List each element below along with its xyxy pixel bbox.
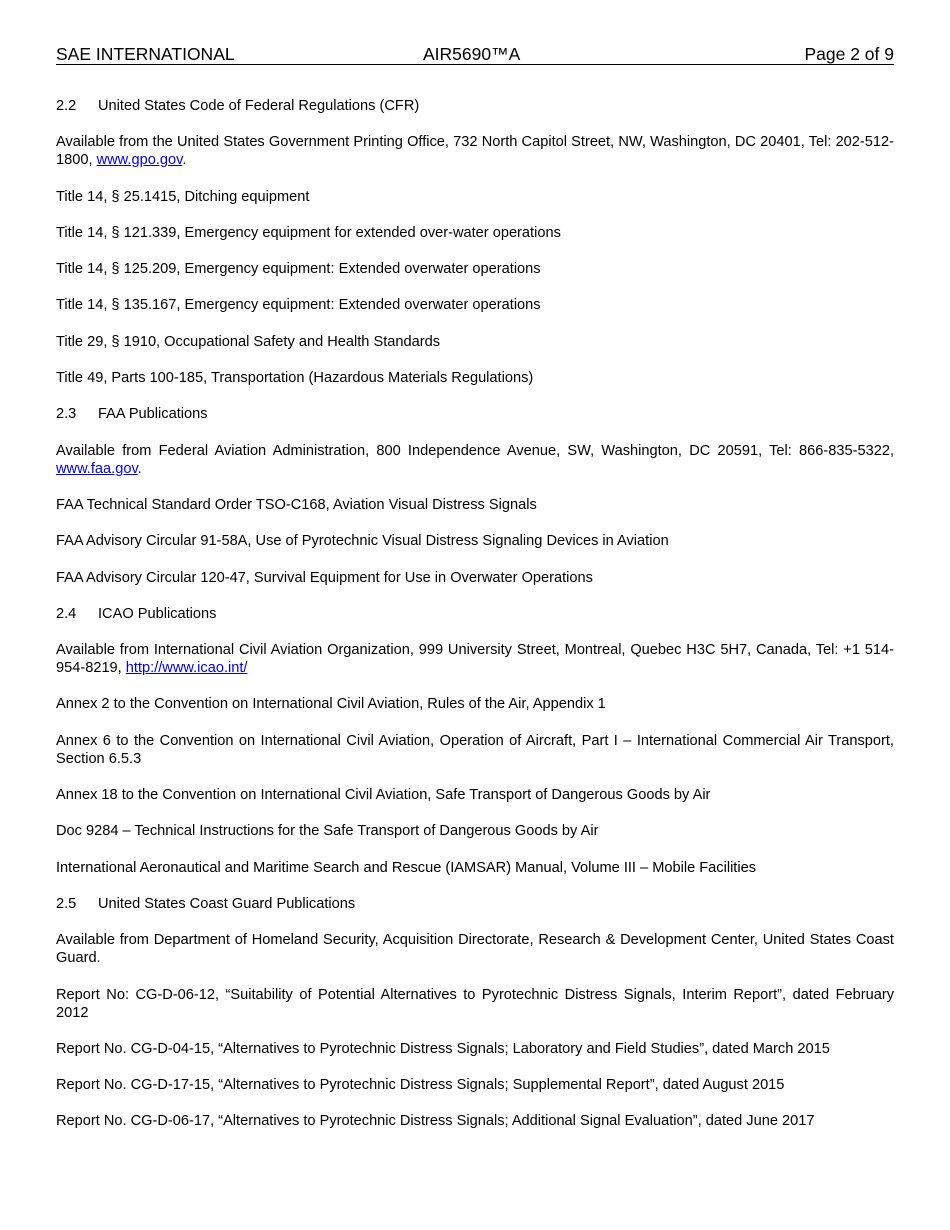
reference-item: Title 49, Parts 100-185, Transportation (Hazardous Materials Regulations) — [56, 370, 534, 387]
icao-link[interactable]: http://www.icao.int/ — [125, 660, 248, 677]
section-number: 2.5 — [56, 895, 77, 912]
reference-item: Title 29, § 1910, Occupational Safety and Health Standards — [56, 333, 441, 350]
reference-item: Title 14, § 135.167, Emergency equipment: Extended overwater operations — [56, 297, 541, 314]
reference-item: Report No: CG-D-06-12, “Suitability of Potential Alternatives to Pyrotechnic Distress Signals, Interim Report”, dated February 2012 — [56, 986, 894, 1021]
section-heading-2-2 — [56, 97, 894, 115]
section-title: United States Coast Guard Publications — [98, 895, 356, 912]
reference-item: Title 14, § 125.209, Emergency equipment: Extended overwater operations — [56, 261, 541, 278]
header-page-number: Page 2 of 9 — [804, 44, 894, 64]
availability-paragraph — [56, 641, 894, 677]
reference-item: FAA Advisory Circular 120-47, Survival Equipment for Use in Overwater Operations — [56, 569, 593, 586]
reference-item: International Aeronautical and Maritime Search and Rescue (IAMSAR) Manual, Volume III – Mobile Facilities — [56, 859, 757, 876]
section-heading-2-5 — [56, 895, 894, 913]
section-heading-2-3 — [56, 405, 894, 423]
section-heading-2-4 — [56, 605, 894, 623]
availability-text: Available from the United States Government Printing Office, 732 North Capitol Street, NW, Washington, DC 20401, Tel: 202-512-1800, — [56, 134, 894, 169]
reference-item: Title 14, § 121.339, Emergency equipment for extended over-water operations — [56, 224, 561, 241]
section-number: 2.2 — [56, 98, 77, 114]
availability-paragraph: Available from the United States Government Printing Office, 732 North Capitol Street, NW, Washington, DC 20401, Tel: 202-512-1800, www.gpo.gov. — [56, 134, 894, 169]
section-title: United States Code of Federal Regulations (CFR) — [98, 98, 420, 114]
availability-text: Available from Federal Aviation Administration, 800 Independence Avenue, SW, Washington, DC 20591, Tel: 866-835-5322, — [56, 442, 894, 459]
section-title: FAA Publications — [98, 406, 208, 423]
header-doc-id: AIR5690™A — [423, 44, 521, 64]
header-org: SAE INTERNATIONAL — [56, 44, 235, 64]
page-body — [56, 97, 894, 1149]
reference-item: Annex 18 to the Convention on International Civil Aviation, Safe Transport of Dangerous Goods by Air — [56, 787, 711, 804]
reference-item: Report No. CG-D-17-15, “Alternatives to Pyrotechnic Distress Signals; Supplemental Report”, dated August 2015 — [56, 1077, 785, 1094]
reference-item: Report No. CG-D-06-17, “Alternatives to Pyrotechnic Distress Signals; Additional Signal Evaluation”, dated June 2017 — [56, 1113, 815, 1130]
availability-text: Available from International Civil Aviation Organization, 999 University Street, Montreal, Quebec H3C 5H7, Canada, Tel: +1 514-954-8219, — [56, 642, 894, 677]
reference-item: FAA Technical Standard Order TSO-C168, Aviation Visual Distress Signals — [56, 496, 537, 513]
reference-item: FAA Advisory Circular 91-58A, Use of Pyrotechnic Visual Distress Signaling Devices in Aviation — [56, 533, 669, 550]
section-title: ICAO Publications — [98, 605, 217, 622]
section-number: 2.3 — [56, 406, 77, 423]
reference-item: Doc 9284 – Technical Instructions for the Safe Transport of Dangerous Goods by Air — [56, 823, 599, 840]
availability-paragraph: Available from Department of Homeland Security, Acquisition Directorate, Research & Development Center, United States Coast Guard. — [56, 932, 894, 967]
reference-item: Annex 6 to the Convention on International Civil Aviation, Operation of Aircraft, Part I – International Commercial Air Transport, Section 6.5.3 — [56, 732, 894, 767]
availability-paragraph: Available from Federal Aviation Administration, 800 Independence Avenue, SW, Washington, DC 20591, Tel: 866-835-5322, www.faa.gov. — [56, 442, 894, 477]
page-header — [56, 44, 894, 65]
section-number: 2.4 — [56, 605, 77, 622]
reference-item: Title 14, § 25.1415, Ditching equipment — [56, 188, 310, 205]
reference-item: Report No. CG-D-04-15, “Alternatives to Pyrotechnic Distress Signals; Laboratory and Field Studies”, dated March 2015 — [56, 1040, 830, 1057]
faa-link[interactable]: www.faa.gov — [56, 460, 138, 477]
reference-item: Annex 2 to the Convention on International Civil Aviation, Rules of the Air, Appendix 1 — [56, 696, 606, 713]
gpo-link[interactable]: www.gpo.gov — [96, 152, 183, 169]
